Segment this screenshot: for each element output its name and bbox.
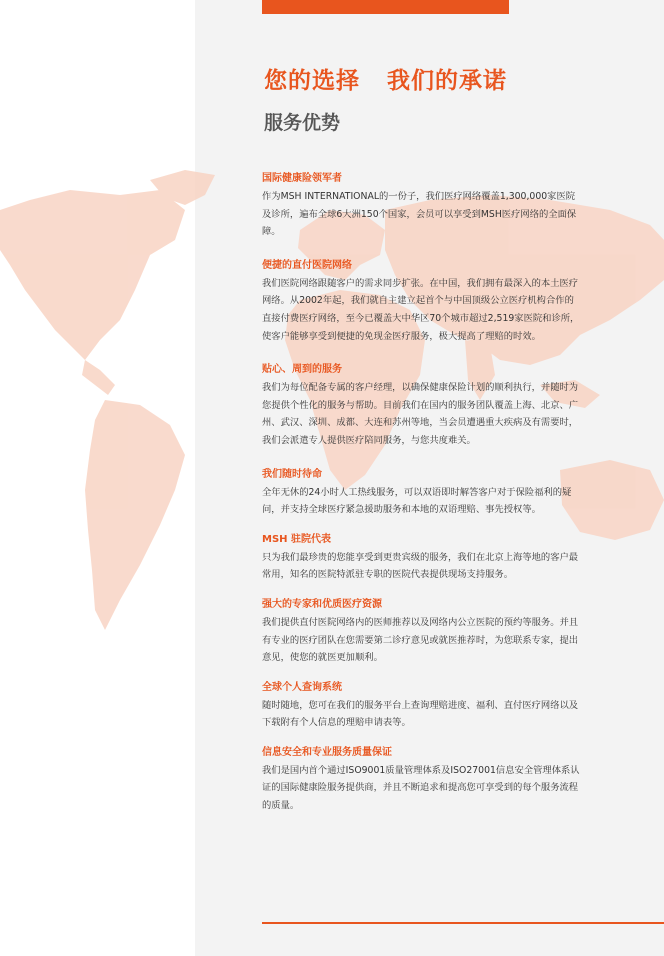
bottom-accent-rule: [262, 922, 664, 924]
section-body: 我们是国内首个通过ISO9001质量管理体系及ISO27001信息安全管理体系认证的国际健康险服务提供商，并且不断追求和提高您可享受到的每个服务流程的质量。: [262, 764, 580, 812]
section-body: 我们为每位配备专属的客户经理，以确保健康保险计划的顺利执行，并随时为您提供个性化的服务与帮助。目前我们在国内的服务团队覆盖上海、北京、广州、武汉、深圳、成都、大连和苏州等地，当会员遭遇重大疾病及有需要时，我们会派遣专人提供医疗陪同服务，与您共度难关。: [262, 382, 579, 446]
section-body: 作为MSH INTERNATIONAL的一份子，我们医疗网络覆盖1,300,000家医院及诊所，遍布全球6大洲150个国家，会员可以享受到MSH医疗网络的全面保障。: [262, 191, 577, 238]
service-advantages-list: [262, 172, 580, 815]
section-always-on-call: [262, 468, 580, 519]
page-subheadline: 服务优势: [264, 112, 341, 134]
section-title: MSH 驻院代表: [262, 533, 332, 545]
section-title: 便捷的直付医院网络: [262, 259, 352, 271]
section-title: 贴心、周到的服务: [262, 364, 342, 376]
section-title: 强大的专家和优质医疗资源: [262, 598, 382, 610]
section-body: 我们提供直付医院网络内的医师推荐以及网络内公立医院的预约等服务。并且有专业的医疗团队在您需要第二诊疗意见或就医推荐时，为您联系专家，提出意见，使您的就医更加顺利。: [262, 616, 579, 664]
section-personal-query-system: [262, 681, 580, 732]
section-hospital-representatives: [262, 533, 580, 584]
section-body: 全年无休的24小时人工热线服务，可以双语即时解答客户对于保险福利的疑问，并支持全球医疗紧急援助服务和本地的双语理赔、事先授权等。: [262, 486, 572, 516]
section-body: 我们医院网络跟随客户的需求同步扩张。在中国，我们拥有最深入的本土医疗网络。从2002年起，我们就自主建立起首个与中国顶级公立医疗机构合作的直接付费医疗网络，至今已覆盖大中华区70个城市超过2,519家医院和诊所，使客户能够享受到便捷的免现金医疗服务，极大提高了理赔的时效。: [262, 277, 580, 342]
section-direct-billing-network: [262, 259, 580, 345]
section-body: 随时随地，您可在我们的服务平台上查询理赔进度、福利、直付医疗网络以及下载附有个人信息的理赔申请表等。: [262, 699, 579, 729]
section-international-leader: [262, 172, 580, 241]
section-title: 国际健康险领军者: [262, 173, 342, 184]
page-headline: 您的选择 我们的承诺: [264, 68, 508, 94]
section-title: 全球个人查询系统: [262, 681, 342, 693]
top-accent-bar: [262, 0, 509, 14]
section-title: 我们随时待命: [262, 468, 322, 480]
section-quality-assurance: [262, 746, 580, 815]
section-medical-resources: [262, 598, 580, 667]
section-body: 只为我们最珍贵的您能享受到更贵宾级的服务，我们在北京上海等地的客户最常用，知名的医院特派驻专职的医院代表提供现场支持服务。: [262, 551, 579, 581]
section-title: 信息安全和专业服务质量保证: [262, 746, 392, 758]
section-attentive-service: [262, 363, 580, 449]
